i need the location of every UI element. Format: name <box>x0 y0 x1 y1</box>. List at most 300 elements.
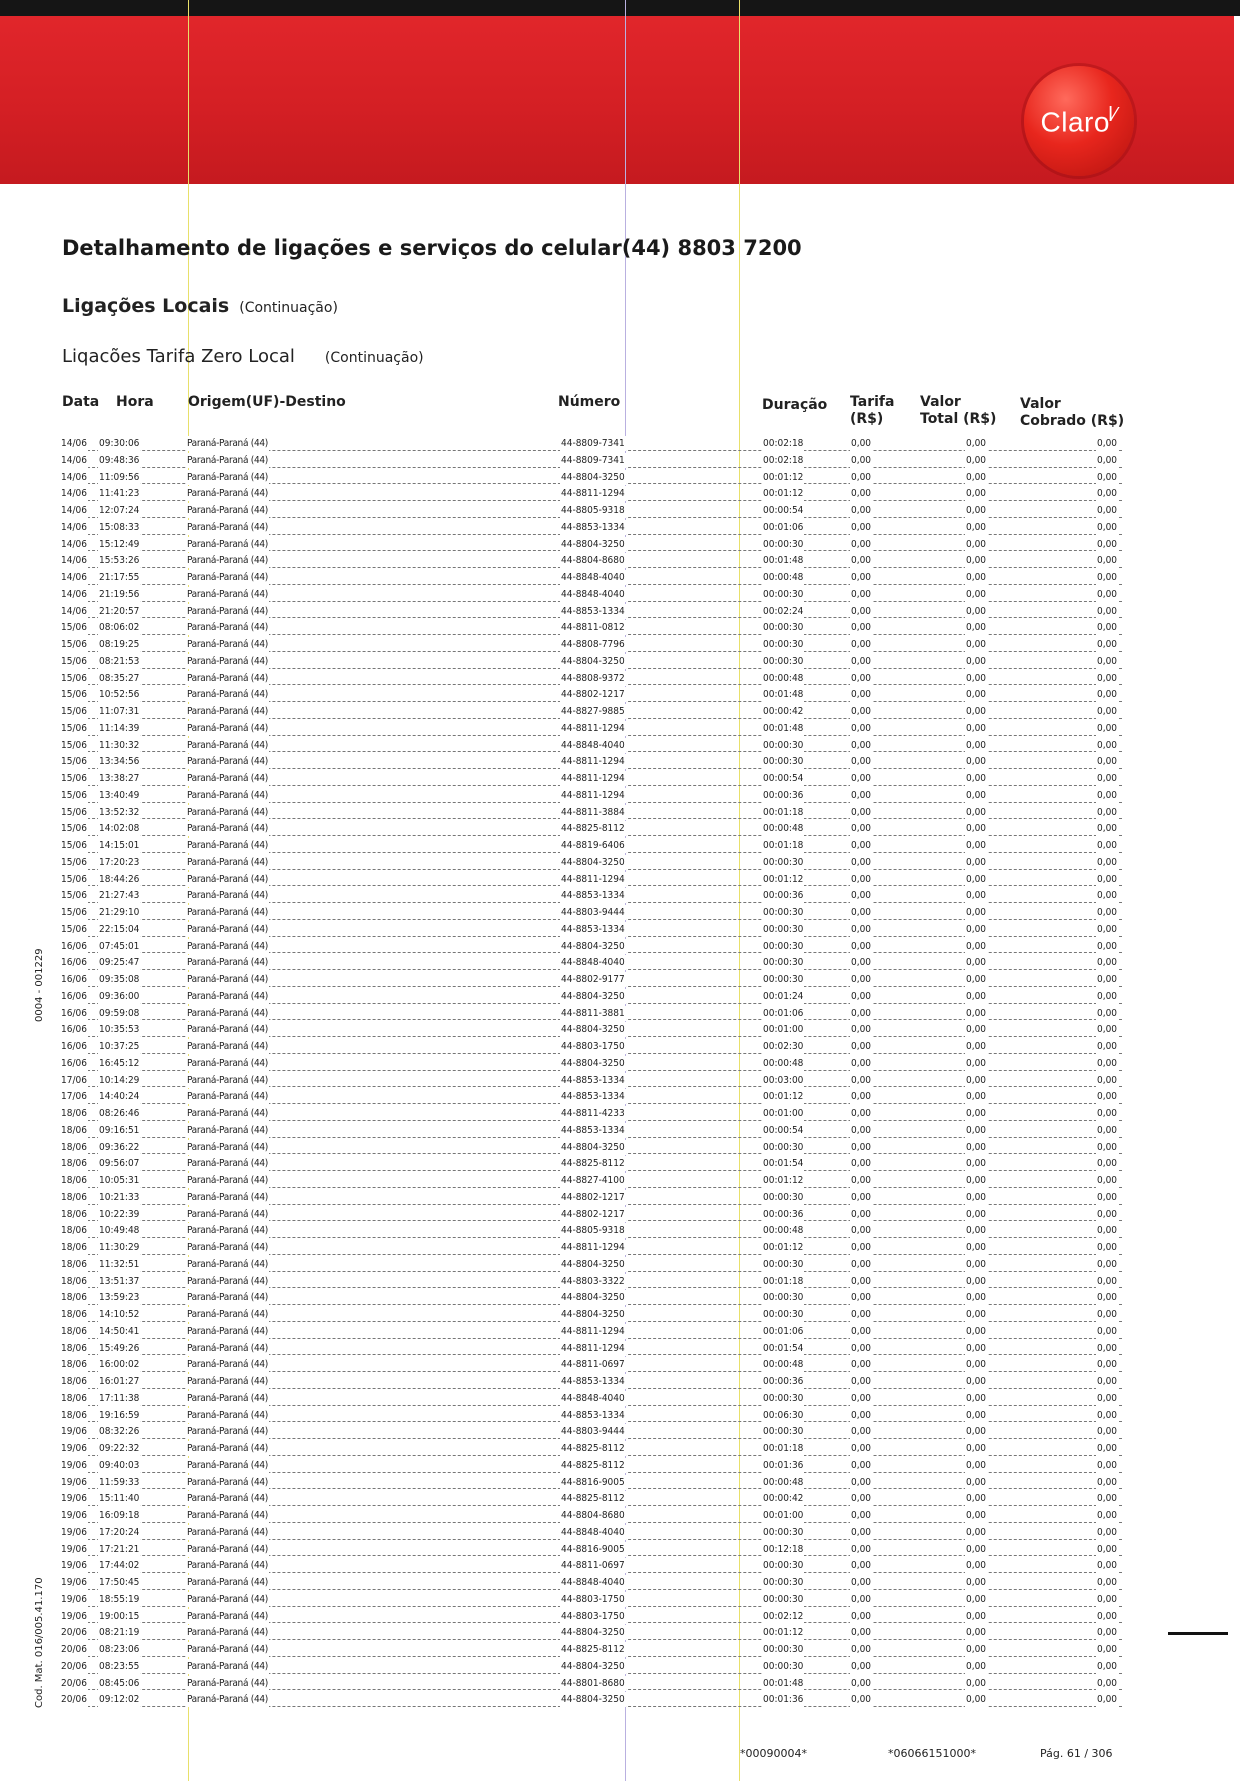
cell-hora: 13:52:32 <box>99 806 140 818</box>
cell-numero: 44-8804-3250 <box>561 1258 625 1270</box>
cell-tarifa: 0,00 <box>851 454 872 466</box>
cell-tarifa: 0,00 <box>851 806 872 818</box>
cell-duracao: 00:00:30 <box>763 907 804 918</box>
cell-date: 18/06 <box>61 1108 87 1119</box>
cell-origem: Paraná-Paraná (44) <box>187 907 268 918</box>
cell-numero: 44-8802-1217 <box>561 1191 625 1203</box>
cell-date: 15/06 <box>61 622 87 634</box>
cell-valor-cobrado: 0,00 <box>1097 1627 1118 1639</box>
cell-origem: Paraná-Paraná (44) <box>187 974 268 985</box>
cell-origem: Paraná-Paraná (44) <box>187 1275 268 1287</box>
cell-valor-cobrado: 0,00 <box>1097 1258 1118 1270</box>
cell-duracao: 00:00:30 <box>763 1644 804 1655</box>
cell-numero: 44-8853-1334 <box>561 605 625 617</box>
cell-origem: Paraná-Paraná (44) <box>187 773 268 784</box>
cell-tarifa: 0,00 <box>851 639 872 650</box>
table-row <box>0 637 1240 654</box>
cell-duracao: 00:00:48 <box>763 1476 804 1488</box>
cell-hora: 14:50:41 <box>99 1325 140 1337</box>
cell-numero: 44-8811-1294 <box>561 756 625 768</box>
table-row <box>0 1441 1240 1458</box>
cell-valor-total: 0,00 <box>966 1677 987 1689</box>
cell-valor-cobrado: 0,00 <box>1097 706 1118 717</box>
cell-duracao: 00:01:48 <box>763 555 804 567</box>
cell-valor-cobrado: 0,00 <box>1097 1526 1118 1538</box>
cell-hora: 08:35:27 <box>99 672 140 684</box>
cell-tarifa: 0,00 <box>851 957 872 969</box>
cell-date: 18/06 <box>61 1392 87 1404</box>
cell-duracao: 00:12:18 <box>763 1543 804 1555</box>
cell-numero: 44-8848-4040 <box>561 739 625 751</box>
table-row <box>0 821 1240 838</box>
cell-hora: 08:23:06 <box>99 1644 140 1655</box>
cell-hora: 11:41:23 <box>99 488 140 500</box>
cell-numero: 44-8804-3250 <box>561 856 625 868</box>
cell-valor-total: 0,00 <box>966 1342 987 1354</box>
cell-hora: 09:25:47 <box>99 957 140 969</box>
cell-tarifa: 0,00 <box>851 1359 872 1371</box>
cell-duracao: 00:00:48 <box>763 1057 804 1069</box>
table-row <box>0 520 1240 537</box>
cell-hora: 15:53:26 <box>99 555 140 567</box>
cell-valor-cobrado: 0,00 <box>1097 488 1118 500</box>
table-row <box>0 1525 1240 1542</box>
section-continuation: (Continuação) <box>239 300 338 316</box>
cell-hora: 19:00:15 <box>99 1610 140 1622</box>
cell-valor-total: 0,00 <box>966 1392 987 1404</box>
cell-date: 19/06 <box>61 1577 87 1588</box>
cell-hora: 11:07:31 <box>99 706 140 717</box>
cell-valor-cobrado: 0,00 <box>1097 689 1118 701</box>
table-row <box>0 1542 1240 1559</box>
cell-duracao: 00:01:48 <box>763 1677 804 1689</box>
table-row <box>0 1106 1240 1123</box>
cell-hora: 16:00:02 <box>99 1359 140 1371</box>
cell-numero: 44-8811-3881 <box>561 1007 625 1019</box>
table-row <box>0 1341 1240 1358</box>
cell-valor-cobrado: 0,00 <box>1097 622 1118 634</box>
cell-numero: 44-8804-3250 <box>561 471 625 483</box>
cell-origem: Paraná-Paraná (44) <box>187 1057 268 1069</box>
logo-spark-icon: ǀ⁄ <box>1107 104 1118 126</box>
cell-date: 14/06 <box>61 488 87 500</box>
cell-valor-total: 0,00 <box>966 1292 987 1304</box>
cell-tarifa: 0,00 <box>851 974 872 985</box>
cell-valor-cobrado: 0,00 <box>1097 555 1118 567</box>
cell-origem: Paraná-Paraná (44) <box>187 756 268 768</box>
cell-numero: 44-8853-1334 <box>561 1091 625 1103</box>
subsection-title: Liqacões Tarifa Zero Local <box>62 346 295 367</box>
cell-valor-cobrado: 0,00 <box>1097 1443 1118 1454</box>
cell-tarifa: 0,00 <box>851 1242 872 1253</box>
cell-valor-total: 0,00 <box>966 890 987 902</box>
cell-hora: 21:29:10 <box>99 907 140 918</box>
cell-valor-cobrado: 0,00 <box>1097 588 1118 600</box>
cell-valor-total: 0,00 <box>966 1660 987 1672</box>
cell-hora: 10:52:56 <box>99 689 140 701</box>
cell-tarifa: 0,00 <box>851 1225 872 1237</box>
cell-numero: 44-8848-4040 <box>561 572 625 583</box>
cell-hora: 10:35:53 <box>99 1024 140 1036</box>
cell-duracao: 00:00:42 <box>763 706 804 717</box>
cell-valor-total: 0,00 <box>966 672 987 684</box>
cell-tarifa: 0,00 <box>851 1459 872 1471</box>
cell-duracao: 00:00:48 <box>763 572 804 583</box>
cell-hora: 09:36:00 <box>99 990 140 1002</box>
cell-valor-cobrado: 0,00 <box>1097 789 1118 801</box>
cell-origem: Paraná-Paraná (44) <box>187 572 268 583</box>
cell-valor-cobrado: 0,00 <box>1097 1577 1118 1588</box>
col-valor-total: Valor Total (R$) <box>920 394 997 427</box>
cell-numero: 44-8801-8680 <box>561 1677 625 1689</box>
cell-origem: Paraná-Paraná (44) <box>187 823 268 835</box>
table-row <box>0 1123 1240 1140</box>
cell-valor-total: 0,00 <box>966 1543 987 1555</box>
cell-numero: 44-8808-9372 <box>561 672 625 684</box>
cell-hora: 07:45:01 <box>99 940 140 952</box>
cell-origem: Paraná-Paraná (44) <box>187 622 268 634</box>
col-data: Data <box>62 394 100 410</box>
cell-valor-cobrado: 0,00 <box>1097 1392 1118 1404</box>
cell-duracao: 00:00:30 <box>763 538 804 550</box>
cell-tarifa: 0,00 <box>851 756 872 768</box>
cell-duracao: 00:01:00 <box>763 1510 804 1521</box>
cell-duracao: 00:00:30 <box>763 1660 804 1672</box>
cell-origem: Paraná-Paraná (44) <box>187 1577 268 1588</box>
cell-duracao: 00:00:48 <box>763 823 804 835</box>
cell-valor-cobrado: 0,00 <box>1097 1141 1118 1153</box>
cell-valor-total: 0,00 <box>966 1593 987 1605</box>
cell-origem: Paraná-Paraná (44) <box>187 940 268 952</box>
cell-date: 18/06 <box>61 1175 87 1186</box>
cell-duracao: 00:02:18 <box>763 454 804 466</box>
cell-duracao: 00:00:54 <box>763 1124 804 1136</box>
cell-tarifa: 0,00 <box>851 588 872 600</box>
cell-duracao: 00:06:30 <box>763 1409 804 1421</box>
cell-valor-total: 0,00 <box>966 1007 987 1019</box>
table-row <box>0 1659 1240 1676</box>
cell-duracao: 00:00:30 <box>763 1258 804 1270</box>
cell-date: 18/06 <box>61 1309 87 1320</box>
cell-duracao: 00:01:18 <box>763 806 804 818</box>
cell-date: 14/06 <box>61 505 87 516</box>
table-row <box>0 1073 1240 1090</box>
cell-origem: Paraná-Paraná (44) <box>187 990 268 1002</box>
table-row <box>0 754 1240 771</box>
cell-valor-cobrado: 0,00 <box>1097 438 1118 449</box>
cell-date: 19/06 <box>61 1459 87 1471</box>
cell-valor-cobrado: 0,00 <box>1097 1225 1118 1237</box>
table-row <box>0 738 1240 755</box>
cell-duracao: 00:00:54 <box>763 773 804 784</box>
cell-valor-total: 0,00 <box>966 538 987 550</box>
cell-valor-cobrado: 0,00 <box>1097 1593 1118 1605</box>
cell-hora: 09:40:03 <box>99 1459 140 1471</box>
cell-valor-cobrado: 0,00 <box>1097 1175 1118 1186</box>
cell-hora: 09:16:51 <box>99 1124 140 1136</box>
cell-duracao: 00:00:30 <box>763 1292 804 1304</box>
cell-date: 19/06 <box>61 1510 87 1521</box>
cell-tarifa: 0,00 <box>851 873 872 885</box>
cell-valor-total: 0,00 <box>966 1091 987 1103</box>
table-row <box>0 788 1240 805</box>
cell-hora: 12:07:24 <box>99 505 140 516</box>
cell-hora: 11:14:39 <box>99 722 140 734</box>
table-row <box>0 1491 1240 1508</box>
cell-date: 15/06 <box>61 890 87 902</box>
cell-valor-total: 0,00 <box>966 1141 987 1153</box>
footer-code-1: *00090004* <box>740 1747 807 1760</box>
cell-duracao: 00:02:18 <box>763 438 804 449</box>
cell-tarifa: 0,00 <box>851 990 872 1002</box>
cell-hora: 11:30:32 <box>99 739 140 751</box>
cell-valor-cobrado: 0,00 <box>1097 639 1118 650</box>
cell-duracao: 00:00:30 <box>763 957 804 969</box>
cell-tarifa: 0,00 <box>851 505 872 516</box>
table-row <box>0 1140 1240 1157</box>
cell-origem: Paraná-Paraná (44) <box>187 1108 268 1119</box>
cell-date: 14/06 <box>61 555 87 567</box>
cell-tarifa: 0,00 <box>851 1275 872 1287</box>
table-row <box>0 1022 1240 1039</box>
cell-date: 16/06 <box>61 940 87 952</box>
cell-duracao: 00:01:12 <box>763 488 804 500</box>
table-row <box>0 989 1240 1006</box>
cell-duracao: 00:01:12 <box>763 471 804 483</box>
cell-hora: 17:50:45 <box>99 1577 140 1588</box>
cell-date: 20/06 <box>61 1694 87 1706</box>
cell-valor-cobrado: 0,00 <box>1097 890 1118 902</box>
cell-origem: Paraná-Paraná (44) <box>187 639 268 650</box>
cell-valor-total: 0,00 <box>966 789 987 801</box>
cell-hora: 16:01:27 <box>99 1376 140 1387</box>
cell-duracao: 00:01:54 <box>763 1342 804 1354</box>
cell-valor-total: 0,00 <box>966 940 987 952</box>
cell-date: 17/06 <box>61 1074 87 1086</box>
cell-tarifa: 0,00 <box>851 1007 872 1019</box>
cell-origem: Paraná-Paraná (44) <box>187 655 268 667</box>
cell-valor-cobrado: 0,00 <box>1097 672 1118 684</box>
cell-numero: 44-8811-1294 <box>561 873 625 885</box>
cell-hora: 14:40:24 <box>99 1091 140 1103</box>
cell-date: 19/06 <box>61 1543 87 1555</box>
cell-valor-total: 0,00 <box>966 1409 987 1421</box>
cell-origem: Paraná-Paraná (44) <box>187 1694 268 1706</box>
cell-valor-cobrado: 0,00 <box>1097 806 1118 818</box>
cell-origem: Paraná-Paraná (44) <box>187 1459 268 1471</box>
cell-tarifa: 0,00 <box>851 1493 872 1505</box>
cell-duracao: 00:00:30 <box>763 1526 804 1538</box>
table-row <box>0 888 1240 905</box>
cell-valor-total: 0,00 <box>966 1191 987 1203</box>
cell-origem: Paraná-Paraná (44) <box>187 1191 268 1203</box>
cell-duracao: 00:01:12 <box>763 1091 804 1103</box>
table-row <box>0 1558 1240 1575</box>
cell-valor-total: 0,00 <box>966 1644 987 1655</box>
cell-tarifa: 0,00 <box>851 1577 872 1588</box>
side-code-top: 0004 - 001229 <box>34 948 45 1022</box>
cell-date: 16/06 <box>61 974 87 985</box>
table-row <box>0 671 1240 688</box>
cell-valor-total: 0,00 <box>966 1510 987 1521</box>
cell-hora: 17:20:24 <box>99 1526 140 1538</box>
margin-mark <box>1168 1632 1228 1635</box>
cell-date: 14/06 <box>61 454 87 466</box>
cell-numero: 44-8804-3250 <box>561 1057 625 1069</box>
cell-duracao: 00:00:30 <box>763 1577 804 1588</box>
col-tarifa: Tarifa (R$) <box>850 394 895 427</box>
cell-numero: 44-8804-3250 <box>561 1309 625 1320</box>
cell-numero: 44-8811-4233 <box>561 1108 625 1119</box>
table-row <box>0 872 1240 889</box>
table-row <box>0 537 1240 554</box>
cell-duracao: 00:01:48 <box>763 689 804 701</box>
cell-tarifa: 0,00 <box>851 1124 872 1136</box>
cell-origem: Paraná-Paraná (44) <box>187 739 268 751</box>
cell-valor-cobrado: 0,00 <box>1097 471 1118 483</box>
cell-numero: 44-8811-1294 <box>561 722 625 734</box>
cell-origem: Paraná-Paraná (44) <box>187 856 268 868</box>
cell-tarifa: 0,00 <box>851 1560 872 1572</box>
cell-valor-total: 0,00 <box>966 1610 987 1622</box>
cell-tarifa: 0,00 <box>851 1208 872 1220</box>
cell-hora: 13:51:37 <box>99 1275 140 1287</box>
cell-valor-cobrado: 0,00 <box>1097 1292 1118 1304</box>
cell-valor-total: 0,00 <box>966 1476 987 1488</box>
cell-origem: Paraná-Paraná (44) <box>187 1325 268 1337</box>
cell-valor-total: 0,00 <box>966 1459 987 1471</box>
table-row <box>0 1173 1240 1190</box>
cell-valor-total: 0,00 <box>966 1426 987 1438</box>
cell-hora: 15:12:49 <box>99 538 140 550</box>
cell-numero: 44-8853-1334 <box>561 1074 625 1086</box>
cell-valor-total: 0,00 <box>966 873 987 885</box>
cell-valor-total: 0,00 <box>966 521 987 533</box>
col-duracao: Duração <box>762 397 828 413</box>
cell-numero: 44-8804-3250 <box>561 1627 625 1639</box>
table-row <box>0 1307 1240 1324</box>
cell-valor-total: 0,00 <box>966 438 987 449</box>
cell-valor-total: 0,00 <box>966 722 987 734</box>
cell-valor-total: 0,00 <box>966 1627 987 1639</box>
cell-date: 18/06 <box>61 1158 87 1170</box>
cell-duracao: 00:00:30 <box>763 622 804 634</box>
cell-hora: 09:12:02 <box>99 1694 140 1706</box>
cell-tarifa: 0,00 <box>851 739 872 751</box>
table-row <box>0 436 1240 453</box>
table-row <box>0 1357 1240 1374</box>
cell-origem: Paraná-Paraná (44) <box>187 1359 268 1371</box>
cell-valor-total: 0,00 <box>966 1325 987 1337</box>
cell-valor-cobrado: 0,00 <box>1097 974 1118 985</box>
table-row <box>0 922 1240 939</box>
cell-valor-cobrado: 0,00 <box>1097 773 1118 784</box>
cell-valor-total: 0,00 <box>966 840 987 851</box>
cell-origem: Paraná-Paraná (44) <box>187 1225 268 1237</box>
cell-valor-total: 0,00 <box>966 756 987 768</box>
cell-hora: 19:16:59 <box>99 1409 140 1421</box>
cell-date: 20/06 <box>61 1660 87 1672</box>
cell-duracao: 00:01:36 <box>763 1459 804 1471</box>
cell-tarifa: 0,00 <box>851 1258 872 1270</box>
cell-numero: 44-8853-1334 <box>561 1376 625 1387</box>
cell-tarifa: 0,00 <box>851 655 872 667</box>
cell-origem: Paraná-Paraná (44) <box>187 873 268 885</box>
cell-valor-total: 0,00 <box>966 1124 987 1136</box>
cell-valor-cobrado: 0,00 <box>1097 1007 1118 1019</box>
cell-valor-cobrado: 0,00 <box>1097 1325 1118 1337</box>
cell-hora: 09:30:06 <box>99 438 140 449</box>
cell-date: 14/06 <box>61 605 87 617</box>
cell-hora: 17:20:23 <box>99 856 140 868</box>
table-row <box>0 453 1240 470</box>
cell-valor-total: 0,00 <box>966 1443 987 1454</box>
cell-valor-total: 0,00 <box>966 1208 987 1220</box>
cell-date: 19/06 <box>61 1426 87 1438</box>
table-row <box>0 1257 1240 1274</box>
cell-origem: Paraná-Paraná (44) <box>187 789 268 801</box>
cell-numero: 44-8804-3250 <box>561 1141 625 1153</box>
cell-hora: 08:26:46 <box>99 1108 140 1119</box>
cell-numero: 44-8804-8680 <box>561 555 625 567</box>
cell-valor-total: 0,00 <box>966 588 987 600</box>
cell-date: 18/06 <box>61 1325 87 1337</box>
cell-date: 16/06 <box>61 1007 87 1019</box>
cell-numero: 44-8811-1294 <box>561 488 625 500</box>
table-row <box>0 1408 1240 1425</box>
cell-numero: 44-8803-3322 <box>561 1275 625 1287</box>
cell-tarifa: 0,00 <box>851 1392 872 1404</box>
cell-numero: 44-8853-1334 <box>561 1409 625 1421</box>
table-row <box>0 1676 1240 1693</box>
cell-valor-total: 0,00 <box>966 1024 987 1036</box>
cell-tarifa: 0,00 <box>851 1426 872 1438</box>
cell-valor-cobrado: 0,00 <box>1097 756 1118 768</box>
cell-tarifa: 0,00 <box>851 773 872 784</box>
cell-duracao: 00:00:36 <box>763 789 804 801</box>
cell-hora: 10:05:31 <box>99 1175 140 1186</box>
cell-numero: 44-8825-8112 <box>561 1493 625 1505</box>
cell-tarifa: 0,00 <box>851 488 872 500</box>
cell-duracao: 00:00:30 <box>763 1593 804 1605</box>
cell-tarifa: 0,00 <box>851 1158 872 1170</box>
cell-origem: Paraná-Paraná (44) <box>187 588 268 600</box>
cell-origem: Paraná-Paraná (44) <box>187 1292 268 1304</box>
cell-tarifa: 0,00 <box>851 1543 872 1555</box>
cell-hora: 09:36:22 <box>99 1141 140 1153</box>
cell-duracao: 00:00:36 <box>763 1208 804 1220</box>
cell-numero: 44-8802-1217 <box>561 689 625 701</box>
cell-date: 20/06 <box>61 1677 87 1689</box>
cell-date: 14/06 <box>61 471 87 483</box>
cell-date: 19/06 <box>61 1443 87 1454</box>
cell-numero: 44-8811-3884 <box>561 806 625 818</box>
cell-valor-cobrado: 0,00 <box>1097 1660 1118 1672</box>
cell-date: 18/06 <box>61 1359 87 1371</box>
cell-date: 16/06 <box>61 1024 87 1036</box>
table-row <box>0 1006 1240 1023</box>
cell-numero: 44-8802-9177 <box>561 974 625 985</box>
cell-valor-total: 0,00 <box>966 1258 987 1270</box>
cell-valor-cobrado: 0,00 <box>1097 739 1118 751</box>
footer-code-2: *06066151000* <box>888 1747 976 1760</box>
cell-hora: 09:56:07 <box>99 1158 140 1170</box>
cell-numero: 44-8853-1334 <box>561 521 625 533</box>
cell-numero: 44-8848-4040 <box>561 957 625 969</box>
cell-numero: 44-8819-6406 <box>561 840 625 851</box>
page-number: Pág. 61 / 306 <box>1040 1747 1113 1760</box>
cell-date: 15/06 <box>61 756 87 768</box>
